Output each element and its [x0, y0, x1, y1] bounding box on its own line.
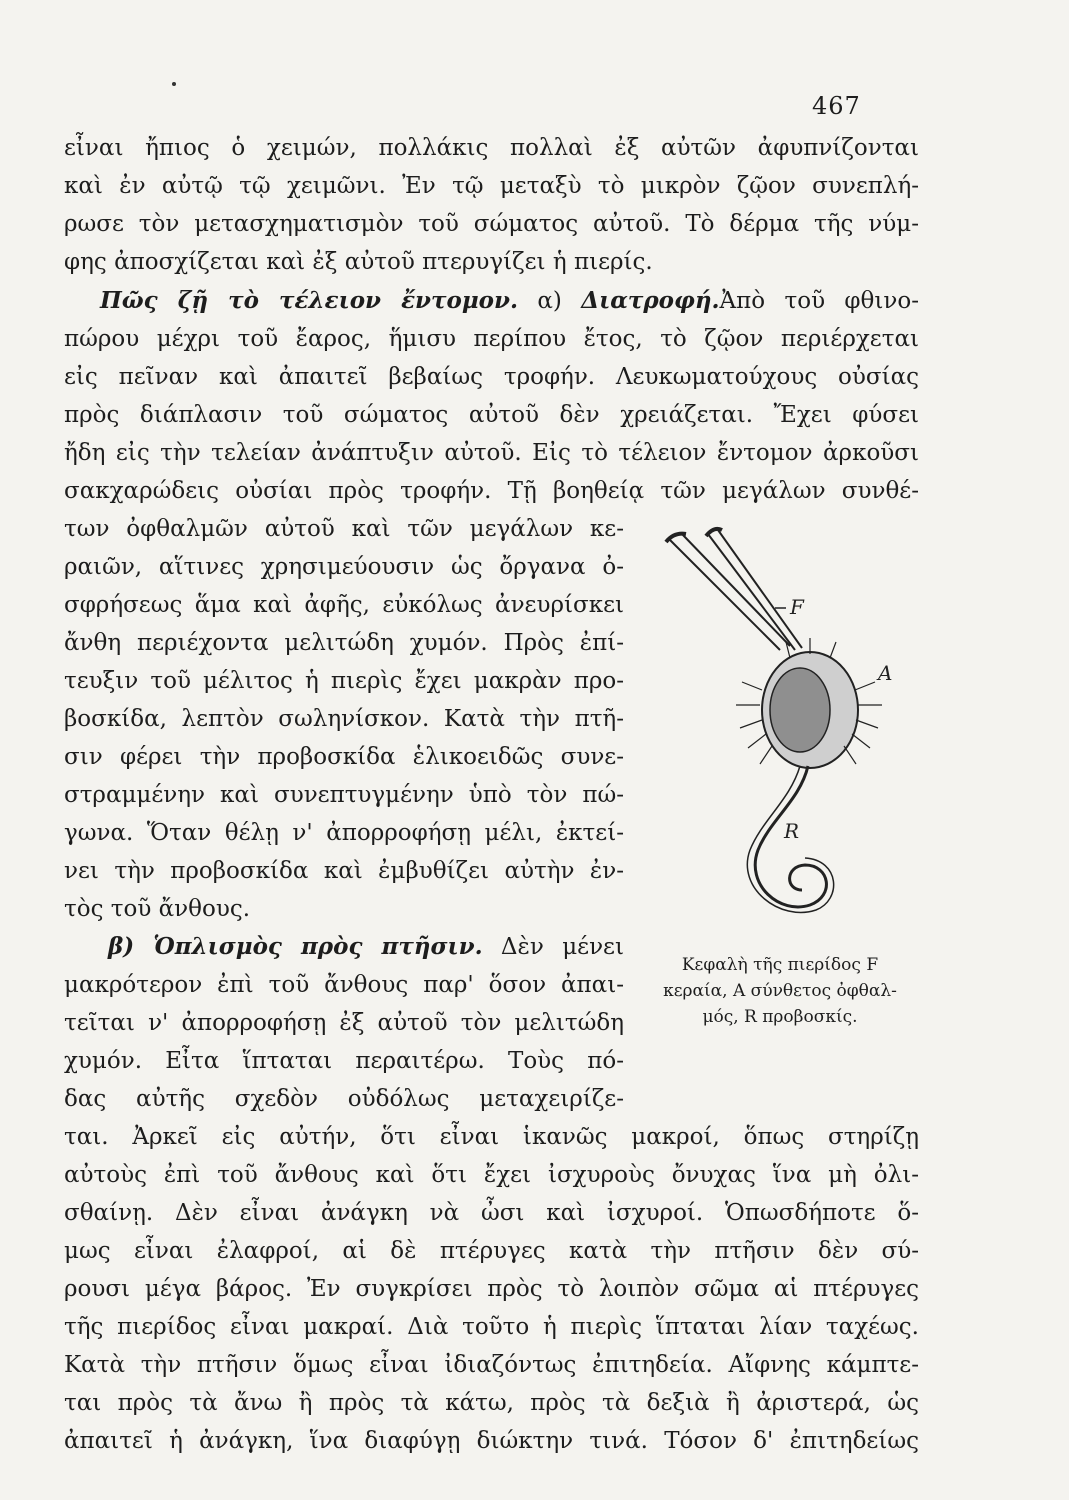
text-line: ρουσι μέγα βάρος. Ἐν συγκρίσει πρὸς τὸ λοιπὸν σῶμα αἱ πτέρυγες	[64, 1276, 919, 1302]
heading-plain: Ἀπὸ τοῦ φθινο-	[719, 288, 919, 314]
text-line: σθαίνῃ. Δὲν εἶναι ἀνάγκη νὰ ὦσι καὶ ἰσχυροί. Ὁπωσδήποτε ὅ-	[64, 1200, 919, 1226]
compound-eye	[770, 668, 830, 752]
text-line: αὐτοὺς ἐπὶ τοῦ ἄνθους καὶ ὅτι ἔχει ἰσχυροὺς ὄνυχας ἵνα μὴ ὀλι-	[64, 1162, 919, 1188]
caption-line: κεραία, A σύνθετος ὀφθαλ-	[663, 981, 897, 1001]
text-line: τῆς πιερίδος εἶναι μακραί. Διὰ τοῦτο ἡ πιερὶς ἵπταται λίαν ταχέως.	[64, 1314, 919, 1340]
text-line: ἤδη εἰς τὴν τελείαν ἀνάπτυξιν αὐτοῦ. Εἰς τὸ τέλειον ἔντομον ἀρκοῦσι	[64, 440, 919, 466]
text-line: ἀπαιτεῖ ἡ ἀνάγκη, ἵνα διαφύγῃ διώκτην τινά. Τόσον δ' ἐπιτηδείως	[64, 1428, 919, 1454]
heading-plain: α)	[517, 288, 582, 314]
text-line: χυμόν. Εἶτα ἵπταται περαιτέρω. Τοὺς πό-	[64, 1048, 624, 1074]
text-line: τευξιν τοῦ μέλιτος ἡ πιερὶς ἔχει μακρὰν προ-	[64, 668, 624, 694]
heading-plain: Δὲν μένει	[482, 934, 624, 960]
text-line: ἄνθη περιέχοντα μελιτώδη χυμόν. Πρὸς ἐπί-	[64, 630, 624, 656]
text-line: μως εἶναι ἐλαφροί, αἱ δὲ πτέρυγες κατὰ τὴν πτῆσιν δὲν σύ-	[64, 1238, 919, 1264]
text-line: φης ἀποσχίζεται καὶ ἐξ αὐτοῦ πτερυγίζει ἡ πιερίς.	[64, 249, 653, 275]
section-heading-line	[108, 929, 624, 965]
text-line: τὸς τοῦ ἄνθους.	[64, 896, 251, 922]
text-line: ρωσε τὸν μετασχηματισμὸν τοῦ σώματος αὐτοῦ. Τὸ δέρμα τῆς νύμ-	[64, 211, 919, 237]
text-line: ται. Ἀρκεῖ εἰς αὐτήν, ὅτι εἶναι ἱκανῶς μακροί, ὅπως στηρίζῃ	[64, 1124, 919, 1150]
text-line: των ὀφθαλμῶν αὐτοῦ καὶ τῶν μεγάλων κε-	[64, 516, 624, 542]
text-line: σιν φέρει τὴν προβοσκίδα ἑλικοειδῶς συνε-	[64, 744, 624, 770]
text-line: πώρου μέχρι τοῦ ἔαρος, ἥμισυ περίπου ἔτος, τὸ ζῷον περιέρχεται	[64, 326, 919, 352]
text-line: εἰς πεῖναν καὶ ἀπαιτεῖ βεβαίως τροφήν. Λευκωματούχους οὐσίας	[64, 364, 919, 390]
text-line: γωνα. Ὅταν θέλῃ ν' ἀπορροφήσῃ μέλι, ἐκτεί-	[64, 820, 624, 846]
label-f: F	[790, 595, 804, 619]
text-line: εἶναι ἤπιος ὁ χειμών, πολλάκις πολλαὶ ἐξ αὐτῶν ἀφυπνίζονται	[64, 135, 919, 161]
section-heading-line	[100, 283, 919, 319]
text-line: πρὸς διάπλασιν τοῦ σώματος αὐτοῦ δὲν χρειάζεται. Ἔχει φύσει	[64, 402, 919, 428]
text-line: δας αὐτῆς σχεδὸν οὐδόλως μεταχειρίζε-	[64, 1086, 624, 1112]
heading-title: Πῶς ζῇ τὸ τέλειον ἔντομον.	[100, 287, 518, 314]
heading-title: β) Ὁπλισμὸς πρὸς πτῆσιν.	[108, 933, 483, 960]
text-line: σακχαρώδεις οὐσίαι πρὸς τροφήν. Τῇ βοηθείᾳ τῶν μεγάλων συνθέ-	[64, 478, 919, 504]
label-r: R	[784, 819, 800, 843]
text-line: ται πρὸς τὰ ἄνω ἢ πρὸς τὰ κάτω, πρὸς τὰ δεξιὰ ἢ ἀριστερά, ὡς	[64, 1390, 919, 1416]
text-line: τεῖται ν' ἀπορροφήσῃ ἐξ αὐτοῦ τὸν μελιτώδη	[64, 1010, 624, 1036]
butterfly-head-figure	[630, 520, 920, 940]
caption-line: μός, R προβοσκίς.	[702, 1007, 858, 1027]
stray-mark	[172, 82, 176, 86]
text-line: ραιῶν, αἵτινες χρησιμεύουσιν ὡς ὄργανα ὀ-	[64, 554, 624, 580]
text-line: βοσκίδα, λεπτὸν σωληνίσκον. Κατὰ τὴν πτῆ-	[64, 706, 624, 732]
text-line: Κατὰ τὴν πτῆσιν ὅμως εἶναι ἰδιαζόντως ἐπιτηδεία. Αἴφνης κάμπτε-	[64, 1352, 919, 1378]
text-line: σφρήσεως ἅμα καὶ ἀφῆς, εὐκόλως ἀνευρίσκει	[64, 592, 624, 618]
text-line: στραμμένην καὶ συνεπτυγμένην ὑπὸ τὸν πώ-	[64, 782, 624, 808]
page-number: 467	[812, 92, 861, 120]
text-line: καὶ ἐν αὐτῷ τῷ χειμῶνι. Ἐν τῷ μεταξὺ τὸ μικρὸν ζῷον συνεπλή-	[64, 173, 919, 199]
text-line: μακρότερον ἐπὶ τοῦ ἄνθους παρ' ὅσον ἀπαι-	[64, 972, 624, 998]
antenna-line	[682, 534, 790, 646]
text-line: νει τὴν προβοσκίδα καὶ ἐμβυθίζει αὐτὴν ἐν-	[64, 858, 624, 884]
label-a: A	[878, 661, 893, 685]
heading-subtitle: Διατροφή.	[581, 287, 720, 314]
caption-line: Κεφαλὴ τῆς πιερίδος F	[681, 955, 879, 975]
antenna-club	[666, 534, 686, 542]
figure-caption	[640, 952, 920, 1030]
